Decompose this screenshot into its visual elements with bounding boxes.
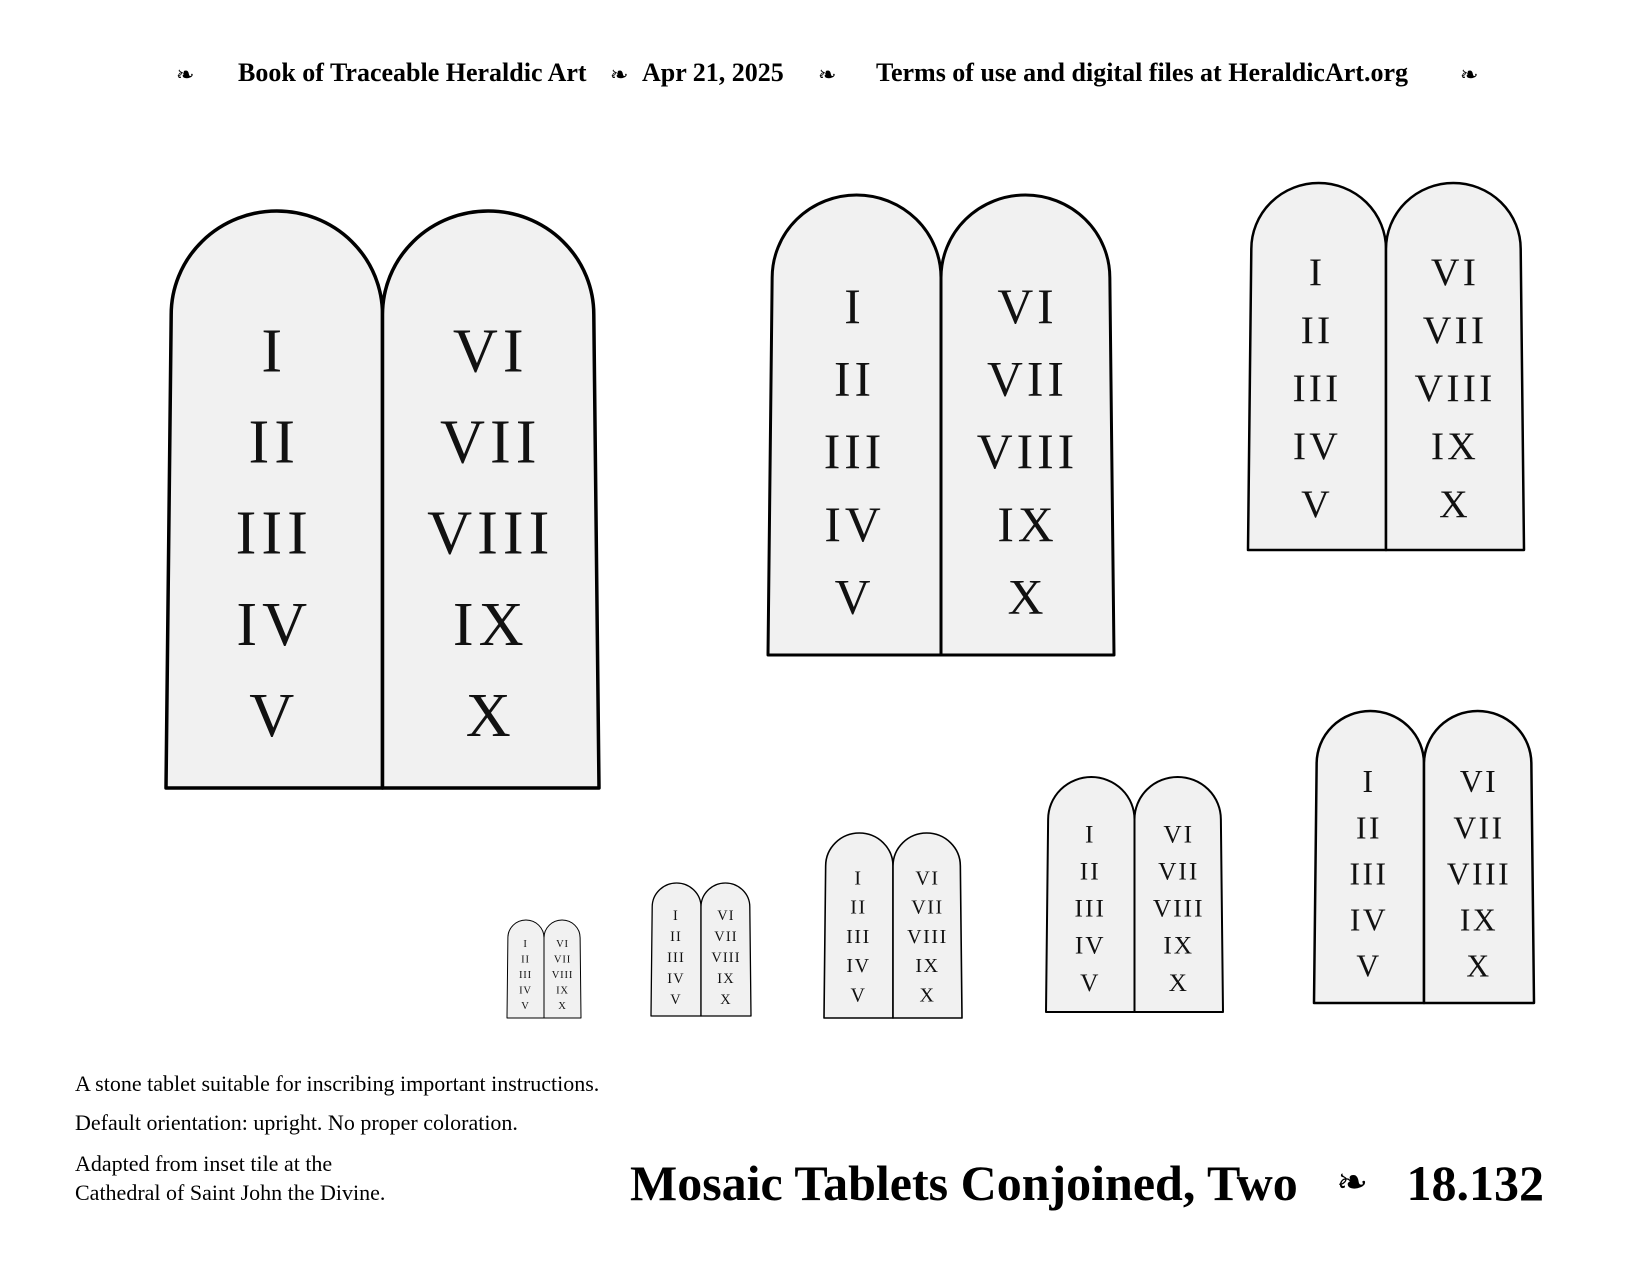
roman-numeral: VII <box>1422 307 1488 352</box>
roman-numeral: II <box>670 928 682 945</box>
book-title: Book of Traceable Heraldic Art <box>238 58 587 87</box>
fleuron-icon: ❧ <box>1336 1162 1369 1205</box>
tablet-pair <box>768 195 1114 655</box>
roman-numeral: V <box>521 1001 530 1013</box>
roman-numeral: X <box>919 984 936 1007</box>
roman-numeral: IV <box>236 589 313 659</box>
roman-numeral: X <box>558 1001 567 1013</box>
roman-numeral: III <box>518 970 533 982</box>
roman-numeral: VII <box>714 928 738 945</box>
plate-caption <box>630 1148 1590 1218</box>
roman-numeral: I <box>1362 764 1376 800</box>
roman-numeral: III <box>235 498 313 568</box>
roman-numeral: II <box>833 351 876 407</box>
terms-notice: Terms of use and digital files at HeraldicArt.org <box>876 58 1408 87</box>
plate-title: Mosaic Tablets Conjoined, Two <box>630 1154 1298 1211</box>
roman-numeral: IV <box>824 496 885 552</box>
roman-numeral: IX <box>1430 423 1480 468</box>
roman-numeral: II <box>248 407 300 477</box>
roman-numeral: VI <box>1430 249 1480 294</box>
tablet-pair <box>1046 777 1223 1012</box>
roman-numeral: VIII <box>1152 894 1205 923</box>
roman-numeral: VIII <box>976 424 1079 480</box>
roman-numeral: VII <box>553 954 572 966</box>
roman-numeral: II <box>1355 810 1383 846</box>
roman-numeral: V <box>1080 968 1101 997</box>
roman-numeral: VII <box>1158 857 1200 886</box>
roman-numeral: IX <box>915 955 940 978</box>
roman-numeral: V <box>850 984 867 1007</box>
tablet-pair <box>166 211 599 788</box>
fleuron-icon: ❧ <box>610 62 629 87</box>
roman-numeral: VI <box>717 907 735 924</box>
tablet-pair <box>1314 711 1534 1003</box>
roman-numeral: V <box>1301 481 1333 526</box>
tablet-pair <box>1248 183 1524 550</box>
fleuron-icon: ❧ <box>818 62 837 87</box>
roman-numeral: X <box>1168 968 1189 997</box>
roman-numeral: VIII <box>1446 856 1512 892</box>
roman-numeral: VIII <box>551 970 574 982</box>
roman-numeral: X <box>1466 948 1492 984</box>
tablet-pair <box>507 920 581 1018</box>
roman-numeral: I <box>1085 820 1096 849</box>
roman-numeral: VII <box>440 407 542 477</box>
roman-numeral: IX <box>556 985 569 997</box>
tablet-pair <box>651 883 751 1016</box>
roman-numeral: IX <box>452 589 529 659</box>
roman-numeral: II <box>1079 857 1101 886</box>
roman-numeral: I <box>844 278 865 334</box>
tablet-pair <box>824 833 962 1018</box>
roman-numeral: X <box>720 992 732 1009</box>
roman-numeral: V <box>670 992 682 1009</box>
roman-numeral: III <box>1349 856 1389 892</box>
roman-numeral: VIII <box>427 498 555 568</box>
description-line-3b: Cathedral of Saint John the Divine. <box>75 1180 386 1205</box>
header-date: Apr 21, 2025 <box>642 58 784 87</box>
fleuron-icon: ❧ <box>1460 62 1479 87</box>
roman-numeral: II <box>1300 307 1334 352</box>
description-line-1: A stone tablet suitable for inscribing important instructions. <box>75 1071 600 1096</box>
roman-numeral: IV <box>846 955 871 978</box>
roman-numeral: VI <box>1459 764 1499 800</box>
roman-numeral: III <box>823 424 886 480</box>
roman-numeral: VII <box>987 351 1068 407</box>
roman-numeral: V <box>1356 948 1382 984</box>
description-line-3a: Adapted from inset tile at the <box>75 1151 333 1176</box>
roman-numeral: VI <box>1163 820 1195 849</box>
roman-numeral: I <box>523 939 528 951</box>
roman-numeral: III <box>1074 894 1106 923</box>
roman-numeral: VIII <box>711 949 741 966</box>
roman-numeral: II <box>850 896 867 919</box>
roman-numeral: IV <box>519 985 532 997</box>
roman-numeral: VI <box>452 316 529 386</box>
roman-numeral: IV <box>1074 931 1106 960</box>
roman-numeral: V <box>834 569 875 625</box>
plate-number: 18.132 <box>1406 1154 1545 1211</box>
roman-numeral: IX <box>1163 931 1195 960</box>
roman-numeral: I <box>1308 249 1326 294</box>
roman-numeral: VII <box>1453 810 1505 846</box>
roman-numeral: VI <box>915 867 940 890</box>
roman-numeral: III <box>846 925 871 948</box>
roman-numeral: VIII <box>907 925 948 948</box>
roman-numeral: V <box>249 680 300 750</box>
roman-numeral: X <box>465 680 516 750</box>
description-line-2: Default orientation: upright. No proper coloration. <box>75 1110 518 1135</box>
roman-numeral: IV <box>1349 902 1389 938</box>
roman-numeral: VI <box>556 939 569 951</box>
roman-numeral: III <box>1292 365 1342 410</box>
roman-numeral: IX <box>717 970 735 987</box>
roman-numeral: IX <box>1459 902 1499 938</box>
roman-numeral: I <box>673 907 679 924</box>
roman-numeral: IV <box>667 970 685 987</box>
roman-numeral: X <box>1439 481 1471 526</box>
roman-numeral: II <box>521 954 530 966</box>
roman-numeral: VII <box>911 896 944 919</box>
roman-numeral: I <box>261 316 288 386</box>
roman-numeral: IX <box>997 496 1058 552</box>
roman-numeral: III <box>667 949 685 966</box>
fleuron-icon: ❧ <box>176 62 195 87</box>
roman-numeral: VI <box>997 278 1058 334</box>
roman-numeral: IV <box>1292 423 1342 468</box>
roman-numeral: X <box>1007 569 1048 625</box>
roman-numeral: VIII <box>1414 365 1496 410</box>
roman-numeral: I <box>854 867 863 890</box>
